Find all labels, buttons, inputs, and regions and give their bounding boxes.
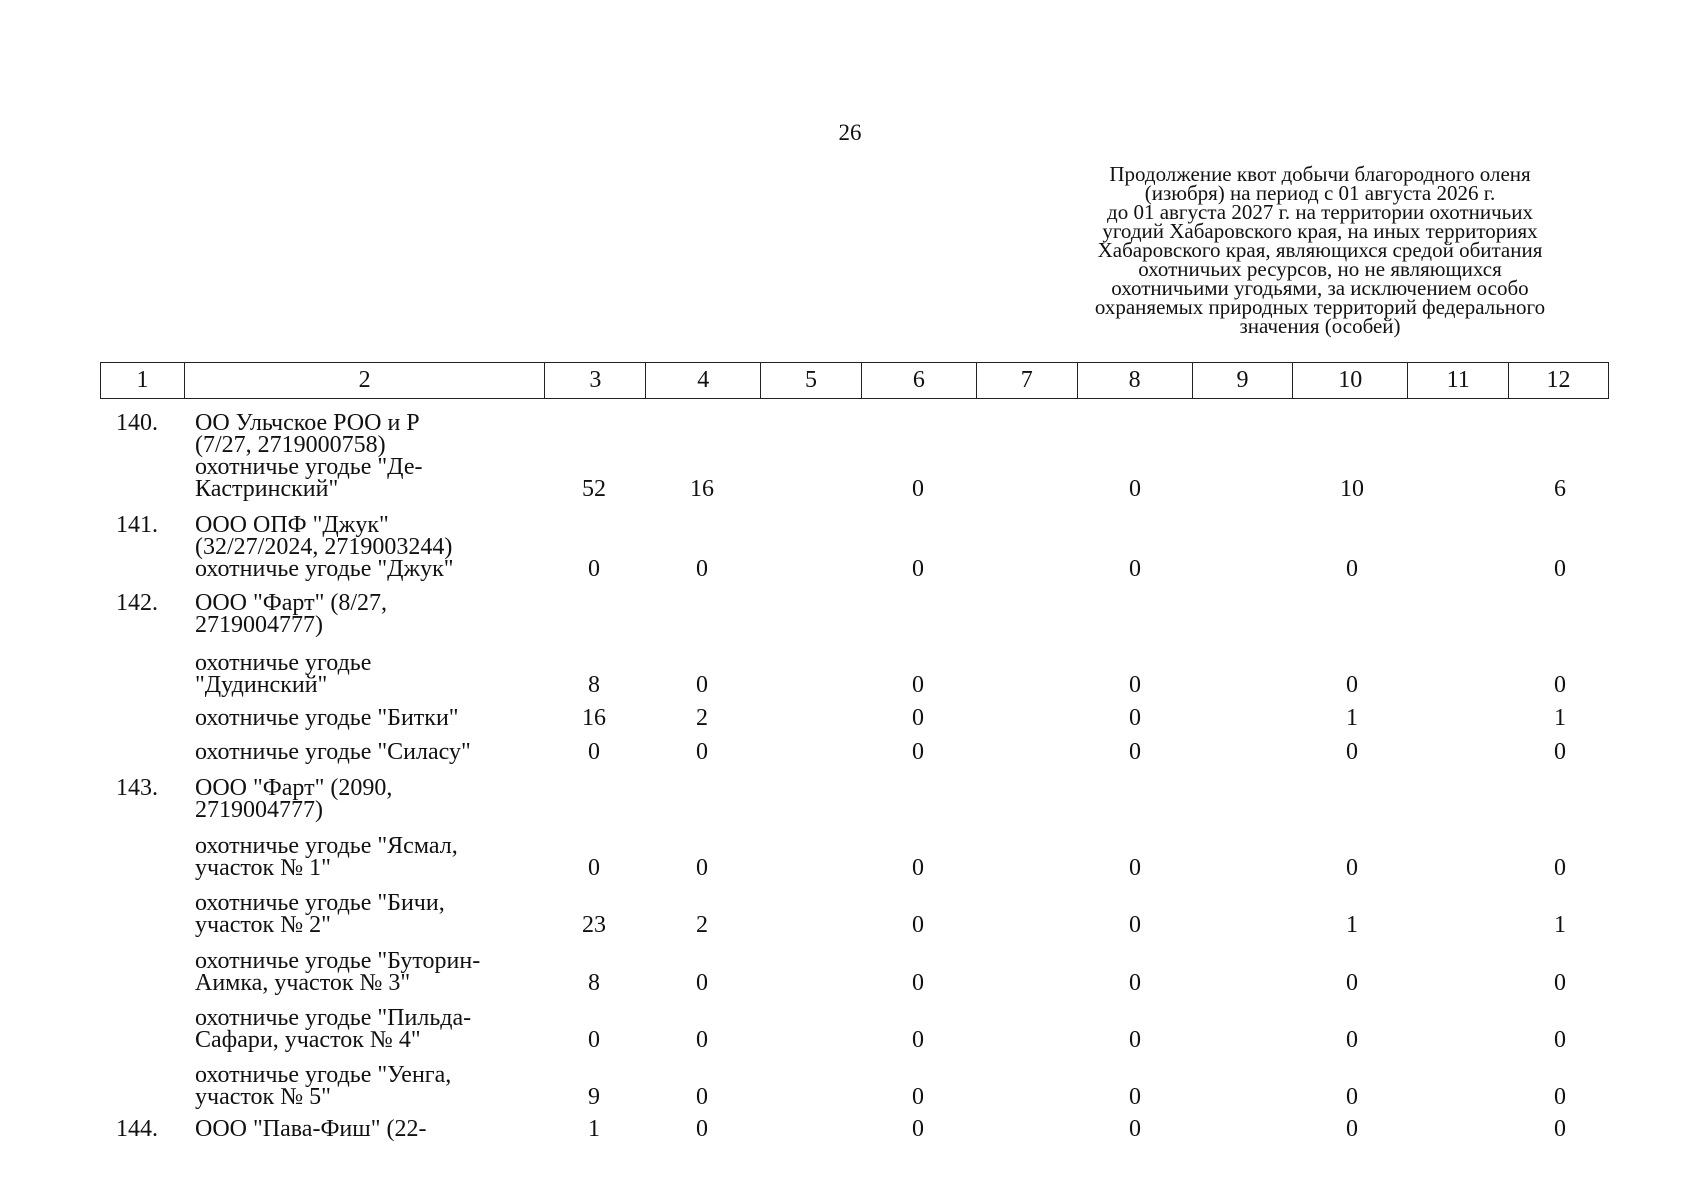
caption-line: охотничьими угодьями, за исключением особо: [1111, 276, 1529, 300]
table-header-row: [100, 362, 1609, 399]
row-name: [195, 592, 555, 636]
row-name: [195, 412, 555, 500]
table-caption: [1050, 162, 1590, 338]
header-cell-12: 12: [1546, 367, 1571, 393]
header-cell-9: 9: [1193, 363, 1294, 398]
row-value: 9: [588, 1084, 600, 1110]
row-value: 0: [696, 855, 708, 881]
row-name: [195, 835, 555, 879]
row-value: 0: [1554, 855, 1566, 881]
caption-line: (изюбря) на период с 01 августа 2026 г.: [1144, 181, 1496, 205]
row-value: 0: [588, 739, 600, 765]
row-name-line: охотничье угодье "Ясмал,: [195, 833, 458, 859]
row-name-line: участок № 2": [195, 912, 331, 938]
row-value: 16: [690, 476, 714, 502]
row-name-line: охотничье угодье "Битки": [195, 705, 459, 731]
header-cell-10: 10: [1293, 363, 1408, 398]
row-value: 0: [696, 672, 708, 698]
row-name-line: ООО ОПФ "Джук": [195, 512, 389, 538]
row-value: 0: [1554, 1116, 1566, 1142]
row-value: 0: [1129, 476, 1141, 502]
row-value: 0: [1346, 556, 1358, 582]
header-cell-6: 6: [862, 363, 977, 398]
row-value: 1: [1346, 912, 1358, 938]
row-number: 143.: [116, 775, 158, 801]
row-name-line: (7/27, 2719000758): [195, 432, 386, 458]
header-cell-1: 1: [101, 363, 185, 398]
row-name-line: ООО "Фарт" (2090,: [195, 775, 393, 801]
row-name: [195, 652, 555, 696]
row-value: 0: [1129, 672, 1141, 698]
row-name-line: ООО "Пава-Фиш" (22-: [195, 1116, 427, 1142]
row-value: 0: [1346, 1116, 1358, 1142]
caption-line: до 01 августа 2027 г. на территории охотничьих: [1107, 200, 1533, 224]
row-name-line: 2719004777): [195, 797, 323, 823]
row-name-line: (32/27/2024, 2719003244): [195, 534, 453, 560]
row-value: 0: [912, 912, 924, 938]
row-value: 0: [912, 556, 924, 582]
row-name: [195, 1007, 555, 1051]
row-value: 0: [912, 672, 924, 698]
row-name-line: 2719004777): [195, 612, 323, 638]
row-value: 6: [1554, 476, 1566, 502]
header-cell-4: 4: [646, 363, 761, 398]
row-value: 52: [582, 476, 606, 502]
row-value: 2: [696, 912, 708, 938]
page-number: 26: [838, 120, 862, 145]
row-name: [195, 777, 555, 821]
row-name: [195, 514, 555, 580]
row-value: 0: [912, 1027, 924, 1053]
row-value: 0: [1554, 970, 1566, 996]
row-value: 0: [588, 556, 600, 582]
row-number: 140.: [116, 410, 158, 436]
header-cell-5: 5: [761, 363, 862, 398]
row-name: [195, 707, 555, 729]
row-value: 0: [1554, 739, 1566, 765]
row-value: 1: [1554, 705, 1566, 731]
row-name-line: охотничье угодье "Силасу": [195, 739, 471, 765]
row-value: 0: [1129, 705, 1141, 731]
header-cell-7: 7: [977, 363, 1078, 398]
row-value: 0: [1554, 556, 1566, 582]
row-name-line: охотничье угодье "Бичи,: [195, 890, 445, 916]
row-value: 0: [1129, 1084, 1141, 1110]
row-name-line: ООО "Фарт" (8/27,: [195, 590, 388, 616]
caption-line: значения (особей): [1239, 314, 1401, 338]
row-name-line: охотничье угодье "Буторин-: [195, 948, 481, 974]
row-value: 0: [1554, 1027, 1566, 1053]
caption-line: Продолжение квот добычи благородного оленя: [1109, 162, 1531, 186]
header-cell-2: 2: [185, 363, 546, 398]
row-name-line: охотничье угодье "Де-: [195, 454, 423, 480]
row-value: 0: [1129, 912, 1141, 938]
row-number: 142.: [116, 590, 158, 616]
row-value: 0: [696, 739, 708, 765]
caption-line: угодий Хабаровского края, на иных территориях: [1102, 219, 1538, 243]
row-value: 0: [912, 739, 924, 765]
caption-line: охраняемых природных территорий федерального: [1094, 295, 1546, 319]
row-name-line: охотничье угодье "Джук": [195, 556, 454, 582]
row-name: [195, 892, 555, 936]
row-value: 10: [1340, 476, 1364, 502]
row-value: 0: [1554, 1084, 1566, 1110]
row-value: 0: [696, 970, 708, 996]
row-name-line: Кастринский": [195, 476, 339, 502]
row-name-line: охотничье угодье "Уенга,: [195, 1062, 452, 1088]
row-value: 0: [1346, 855, 1358, 881]
row-value: 0: [912, 1084, 924, 1110]
row-name-line: Аимка, участок № 3": [195, 970, 411, 996]
row-value: 0: [1129, 970, 1141, 996]
row-value: 0: [1346, 1027, 1358, 1053]
row-name-line: охотничье угодье "Пильда-: [195, 1005, 472, 1031]
row-value: 8: [588, 672, 600, 698]
row-value: 0: [912, 705, 924, 731]
row-name: [195, 1118, 555, 1140]
row-number: 141.: [116, 512, 158, 538]
row-value: 0: [696, 556, 708, 582]
row-value: 23: [582, 912, 606, 938]
row-value: 0: [912, 855, 924, 881]
row-value: 0: [1346, 672, 1358, 698]
row-value: 0: [1129, 855, 1141, 881]
row-value: 0: [1346, 1084, 1358, 1110]
row-name-line: охотничье угодье: [195, 650, 372, 676]
row-value: 0: [912, 1116, 924, 1142]
row-name-line: участок № 1": [195, 855, 331, 881]
caption-line: Хабаровского края, являющихся средой обитания: [1097, 238, 1543, 262]
row-value: 0: [1346, 970, 1358, 996]
row-value: 0: [588, 855, 600, 881]
row-name-line: ОО Ульчское РОО и Р: [195, 410, 420, 436]
row-name: [195, 950, 555, 994]
row-value: 0: [696, 1116, 708, 1142]
row-name: [195, 741, 555, 763]
row-value: 8: [588, 970, 600, 996]
row-value: 0: [1129, 1116, 1141, 1142]
row-value: 1: [1346, 705, 1358, 731]
row-value: 16: [582, 705, 606, 731]
row-name: [195, 1064, 555, 1108]
row-value: 0: [696, 1027, 708, 1053]
row-value: 0: [1554, 672, 1566, 698]
row-value: 0: [588, 1027, 600, 1053]
row-value: 1: [588, 1116, 600, 1142]
row-value: 0: [1346, 739, 1358, 765]
row-name-line: "Дудинский": [195, 672, 328, 698]
row-value: 0: [1129, 556, 1141, 582]
header-cell-8: 8: [1078, 363, 1193, 398]
row-value: 0: [696, 1084, 708, 1110]
row-number: 144.: [116, 1116, 158, 1142]
row-value: 0: [912, 970, 924, 996]
row-value: 0: [1129, 1027, 1141, 1053]
header-cell-11: 11: [1408, 363, 1509, 398]
row-value: 1: [1554, 912, 1566, 938]
row-name-line: Сафари, участок № 4": [195, 1027, 421, 1053]
row-name-line: участок № 5": [195, 1084, 331, 1110]
row-value: 0: [912, 476, 924, 502]
caption-line: охотничьих ресурсов, но не являющихся: [1138, 257, 1502, 281]
header-cell-3: 3: [545, 363, 646, 398]
row-value: 2: [696, 705, 708, 731]
row-value: 0: [1129, 739, 1141, 765]
